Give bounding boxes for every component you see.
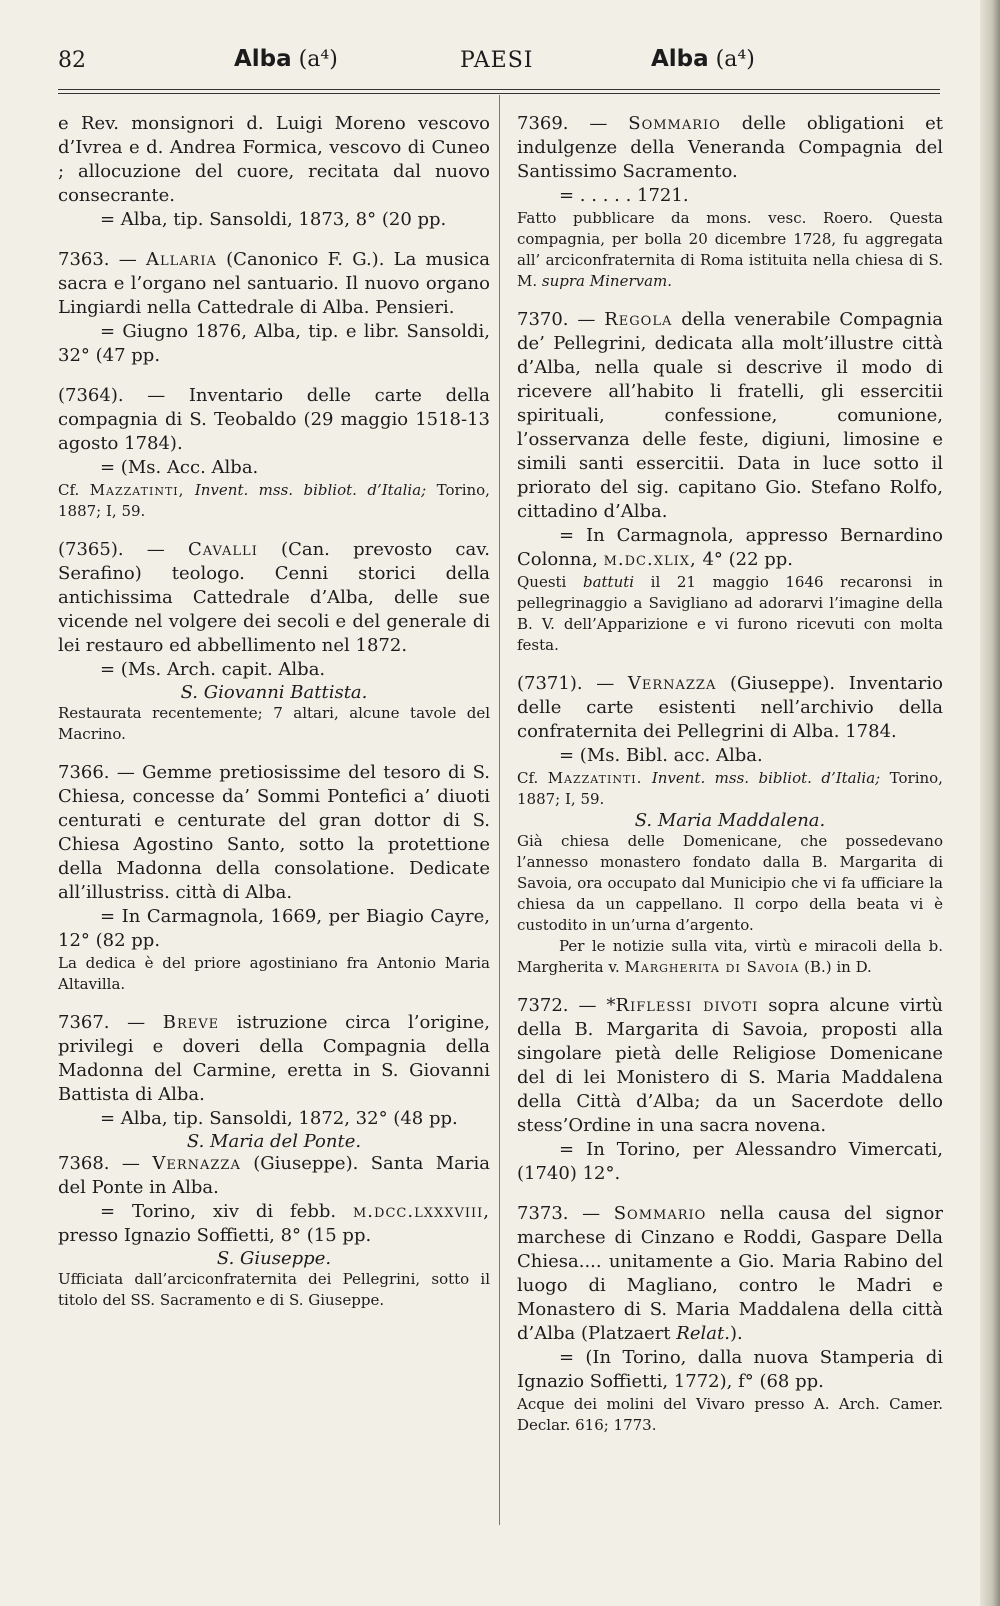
- entry-number: 7367. —: [58, 1012, 146, 1033]
- entry-continued: [58, 112, 490, 232]
- note-title: Invent. mss. bibliot. d’Italia;: [194, 481, 427, 499]
- imprint-post: 4° (22 pp.: [702, 549, 794, 570]
- entry-text: (Canonico F. G.). La musica sacra e l’organo nel santuario. Il nuovo organo Lingiardi nella Cattedrale di Alba. Pensieri.: [58, 249, 490, 318]
- entry-text: (Can. prevosto cav. Serafino) teologo. Cenni storici della antichissima Cattedrale d’Alba, delle sue vicende nel volgere dei secoli e del generale di lei restauro ed abbellimento nel 1872.: [58, 539, 490, 656]
- entry-7366: [58, 761, 490, 995]
- entry-imprint: = Alba, tip. Sansoldi, 1872, 32° (48 pp.: [100, 1108, 458, 1129]
- entry-note: La dedica è del priore agostiniano fra Antonio Maria Altavilla.: [58, 954, 490, 993]
- entry-7364: [58, 384, 490, 522]
- entry-number: (7364). —: [58, 385, 166, 406]
- entry-imprint: = (Ms. Bibl. acc. Alba.: [559, 745, 763, 766]
- entry-7373: [517, 1202, 943, 1436]
- entry-number: 7366. —: [58, 762, 135, 783]
- section-heading-giuseppe: S. Giuseppe.: [216, 1248, 332, 1269]
- note-post: il 21 maggio 1646 recaronsi in pellegrinaggio a Savigliano ad adorarvi l’imagine della B. V. dell’Apparizione e vi furono ricevuti con molta festa.: [517, 573, 943, 654]
- entry-imprint: = In Carmagnola, 1669, per Biagio Cayre, 12° (82 pp.: [58, 906, 490, 951]
- header-center: PAESI: [460, 48, 534, 73]
- entry-text: delle obligationi et indulgenze della Veneranda Compagnia del Santissimo Sacramento.: [517, 113, 943, 182]
- note-post: Torino, 1887; I, 59.: [58, 481, 490, 520]
- entry-body: [517, 308, 943, 524]
- header-rule-bottom: [58, 93, 940, 94]
- entry-text: nella causa del signor marchese di Cinzano e Roddi, Gaspare Della Chiesa.... unitamente a Gio. Maria Rabino del luogo di Magliano, contro le Madri e Monastero di S. Maria Maddalena della città d’Alba (Platzaert: [517, 1203, 943, 1344]
- note-pre: Fatto pubblicare da mons. vesc. Roero. Questa compagnia, per bolla 20 dicembre 1728, fu aggregata all’ arciconfraternita di Roma istituita nella chiesa di S. M.: [517, 209, 943, 290]
- entry-number: (7365). —: [58, 539, 165, 560]
- entry-text: (Giuseppe). Inventario delle carte esistenti nell’archivio della confraternita dei Pellegrini di Alba. 1784.: [517, 673, 943, 742]
- note-title: Invent. mss. bibliot. d’Italia;: [651, 769, 881, 787]
- note-author: Mazzatinti.: [547, 769, 643, 787]
- note-ref: Margherita di Savoia: [624, 958, 800, 976]
- note-italic: battuti: [582, 573, 635, 591]
- section-heading-maddalena: S. Maria Maddalena.: [634, 810, 826, 831]
- note-post: Torino, 1887; I, 59.: [517, 769, 943, 808]
- entry-text: sopra alcune virtù della B. Margarita di Savoia, proposti alla singolare pietà delle Religiose Domenicane del di lei Monistero di S. Maria Maddalena della Città d’Alba; da un Sacerdote dello stess’Ordine in una sacra novena.: [517, 995, 943, 1136]
- entry-imprint: = (In Torino, dalla nuova Stamperia di Ignazio Soffietti, 1772), f° (68 pp.: [517, 1347, 943, 1392]
- page-number: 82: [58, 48, 86, 73]
- entry-number: 7363. —: [58, 249, 137, 270]
- entry-author: Vernazza: [152, 1153, 241, 1174]
- header-right-sub: (a⁴): [715, 47, 755, 72]
- entry-7372: [517, 994, 943, 1186]
- entry-number: (7371). —: [517, 673, 615, 694]
- imprint-date: m.dcc.lxxxviii,: [353, 1201, 490, 1222]
- entry-author: Sommario: [628, 113, 721, 134]
- entry-imprint: = Giugno 1876, Alba, tip. e libr. Sansoldi, 32° (47 pp.: [58, 321, 490, 366]
- note-post: (B.) in D.: [804, 958, 872, 976]
- entry-number: 7369. —: [517, 113, 608, 134]
- entry-body: [517, 672, 943, 744]
- entry-body: [517, 994, 943, 1138]
- entry-author: Cavalli: [188, 539, 258, 560]
- entry-imprint: = . . . . . 1721.: [559, 185, 689, 206]
- entry-author: Allaria: [145, 249, 217, 270]
- entry-note: Acque dei molini del Vivaro presso A. Arch. Camer. Declar. 616; 1773.: [517, 1395, 943, 1434]
- entry-text: Gemme pretiosissime del tesoro di S. Chiesa, concesse da’ Sommi Pontefici a’ diuoti centurati e centurate del gran dottor di S. Chiesa Agostino Santo, sotto la protettione della Madonna della consolatione. Dedicate all’illustriss. città di Alba.: [58, 762, 490, 903]
- section-note-maddalena-ref: [517, 936, 943, 978]
- entry-imprint: = In Torino, per Alessandro Vimercati, (1740) 12°.: [517, 1139, 943, 1184]
- section-note-giuseppe: Ufficiata dall’arciconfraternita dei Pellegrini, sotto il titolo del SS. Sacramento e di S. Giuseppe.: [58, 1270, 490, 1309]
- entry-7367: [58, 1011, 490, 1131]
- entry-number: 7373. —: [517, 1203, 601, 1224]
- section-heading-giovanni: S. Giovanni Battista.: [180, 682, 368, 703]
- note-pre: Per le notizie sulla vita, virtù e miracoli della b. Margherita v.: [517, 937, 943, 976]
- entry-body: [58, 1152, 490, 1200]
- entry-number: 7368. —: [58, 1153, 140, 1174]
- entry-number: 7370. —: [517, 309, 596, 330]
- entry-body: [58, 538, 490, 658]
- header-left-main: Alba: [234, 46, 292, 72]
- running-header: [58, 44, 963, 84]
- note-italic: supra Minervam.: [541, 272, 673, 290]
- entry-7371: [517, 672, 943, 810]
- column-divider: [499, 95, 500, 1525]
- entry-note: [517, 208, 943, 292]
- entry-author: Riflessi divoti: [615, 995, 759, 1016]
- entry-body: [58, 1011, 490, 1107]
- imprint-date: m.dc.xlix,: [603, 549, 697, 570]
- section-note-maddalena: Già chiesa delle Domenicane, che possedevano l’annesso monastero fondato dalla B. Margarita di Savoia, ora occupato dal Municipio che vi fa ufficiare la chiesa da un cappellano. Il corpo della beata vi è custodito in un’urna d’argento.: [517, 832, 943, 934]
- note-pre: Cf.: [517, 769, 539, 787]
- entry-imprint: = (Ms. Acc. Alba.: [100, 457, 259, 478]
- entry-note: [517, 768, 943, 810]
- header-right-main: Alba: [651, 46, 709, 72]
- section-note-giovanni: Restaurata recentemente; 7 altari, alcune tavole del Macrino.: [58, 704, 490, 743]
- entry-text: e Rev. monsignori d. Luigi Moreno vescovo d’Ivrea e d. Andrea Formica, vescovo di Cuneo ; allocuzione del cuore, recitata dal nuovo consecrante.: [58, 113, 490, 206]
- entry-note: [58, 480, 490, 522]
- note-pre: Questi: [517, 573, 567, 591]
- entry-text: Inventario delle carte della compagnia di S. Teobaldo (29 maggio 1518-13 agosto 1784).: [58, 385, 490, 454]
- entry-author: Regola: [604, 309, 673, 330]
- entry-imprint: [517, 524, 943, 572]
- entry-body: [58, 761, 490, 905]
- header-right-title: [651, 46, 755, 72]
- entry-imprint: = Alba, tip. Sansoldi, 1873, 8° (20 pp.: [100, 209, 447, 230]
- entry-text-italic: Relat.: [676, 1323, 730, 1344]
- entry-text: (Giuseppe). Santa Maria del Ponte in Alba.: [58, 1153, 490, 1198]
- entry-note: [517, 572, 943, 656]
- note-pre: Cf.: [58, 481, 80, 499]
- header-left-sub: (a⁴): [298, 47, 338, 72]
- imprint-post: presso Ignazio Soffietti, 8° (15 pp.: [58, 1225, 372, 1246]
- section-heading-ponte: S. Maria del Ponte.: [186, 1131, 362, 1152]
- left-column: [58, 112, 490, 1311]
- entry-body: [58, 384, 490, 456]
- header-left-title: [234, 46, 338, 72]
- note-author: Mazzatinti,: [89, 481, 185, 499]
- entry-number: 7372. — *: [517, 995, 616, 1016]
- imprint-pre: = Torino, xiv di febb.: [100, 1201, 337, 1222]
- entry-text: istruzione circa l’origine, privilegi e doveri della Compagnia della Madonna del Carmine, eretta in S. Giovanni Battista di Alba.: [58, 1012, 490, 1105]
- entry-7368: [58, 1152, 490, 1248]
- header-rule-top: [58, 89, 940, 90]
- page-edge: [980, 0, 1000, 1606]
- entry-7369: [517, 112, 943, 292]
- entry-body: [58, 248, 490, 320]
- entry-body: [517, 112, 943, 184]
- entry-author: Vernazza: [627, 673, 717, 694]
- entry-author: Sommario: [613, 1203, 707, 1224]
- entry-author: Breve: [162, 1012, 220, 1033]
- entry-text-end: ).: [729, 1323, 743, 1344]
- entry-imprint: [58, 1200, 490, 1248]
- entry-7363: [58, 248, 490, 368]
- entry-text: della venerabile Compagnia de’ Pellegrini, dedicata alla molt’illustre città d’Alba, nella quale si descrive il modo di ricevere all’habito li fratelli, gli essercitii spirituali, confessione, comunione, l’osservanza delle feste, digiuni, limosine e simili santi essercitii. Data in luce sotto il priorato del sig. capitano Gio. Stefano Rolfo, cittadino d’Alba.: [517, 309, 943, 522]
- entry-imprint: = (Ms. Arch. capit. Alba.: [100, 659, 326, 680]
- imprint-pre: = In Carmagnola, appresso Bernardino Colonna,: [517, 525, 943, 570]
- right-column: [517, 112, 943, 1436]
- entry-7365: [58, 538, 490, 682]
- entry-7370: [517, 308, 943, 656]
- entry-body: [517, 1202, 943, 1346]
